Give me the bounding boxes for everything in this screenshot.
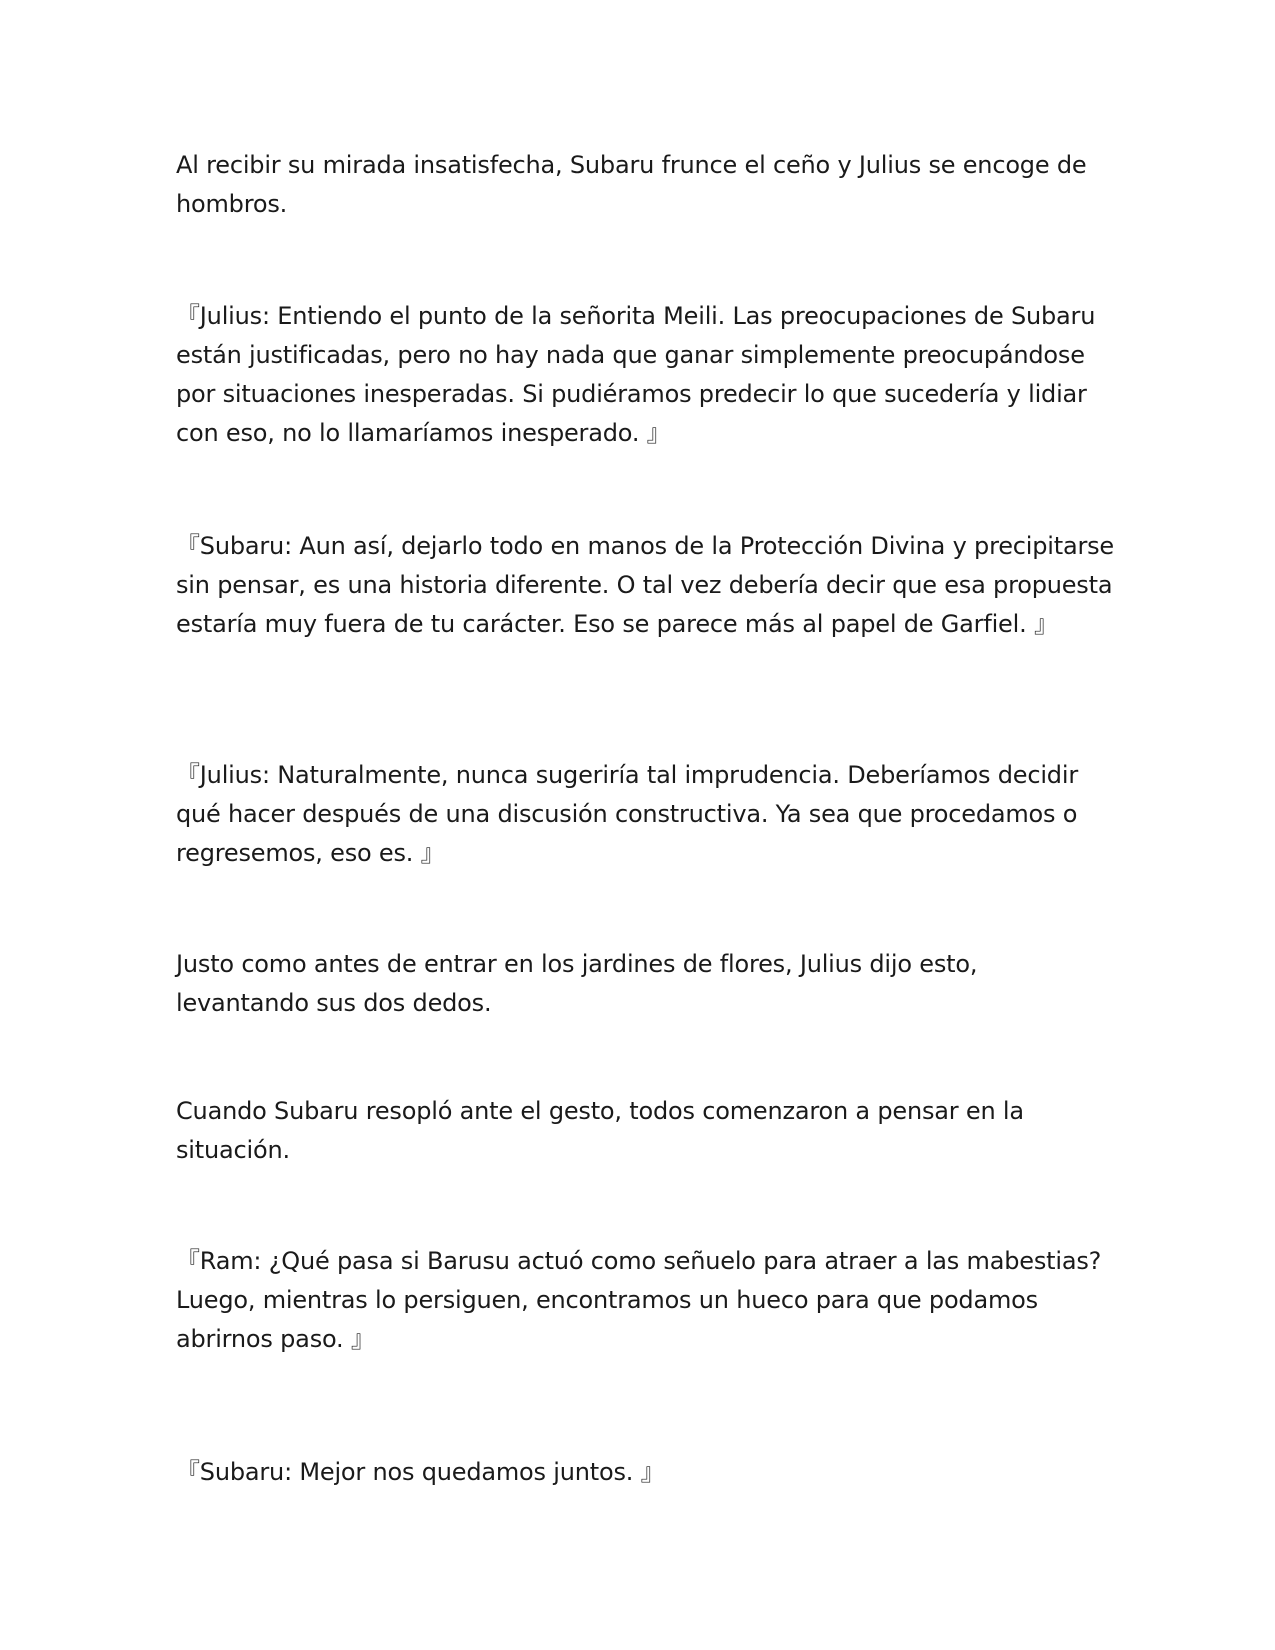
narration-paragraph: Cuando Subaru resopló ante el gesto, todos comenzaron a pensar en la situación.: [176, 1097, 1024, 1164]
dialogue-paragraph-julius: 『Julius: Entiendo el punto de la señorita Meili. Las preocupaciones de Subaru están justificadas, pero no hay nada que ganar simplemente preocupándose por situaciones inesperadas. Si pudiéramos predecir lo que sucedería y lidiar con eso, no lo llamaríamos inesperado. 』: [176, 302, 1096, 447]
dialogue-paragraph-subaru: 『Subaru: Aun así, dejarlo todo en manos de la Protección Divina y precipitarse sin pensar, es una historia diferente. O tal vez debería decir que esa propuesta estaría muy fuera de tu carácter. Eso se parece más al papel de Garfiel. 』: [176, 532, 1114, 638]
narration-paragraph: Justo como antes de entrar en los jardines de flores, Julius dijo esto, levantando sus dos dedos.: [176, 950, 978, 1017]
dialogue-paragraph-ram: 『Ram: ¿Qué pasa si Barusu actuó como señuelo para atraer a las mabestias? Luego, mientras lo persiguen, encontramos un hueco para que podamos abrirnos paso. 』: [176, 1247, 1102, 1353]
narration-paragraph: Al recibir su mirada insatisfecha, Subaru frunce el ceño y Julius se encoge de hombros.: [176, 151, 1087, 218]
dialogue-paragraph-julius: 『Julius: Naturalmente, nunca sugeriría tal imprudencia. Deberíamos decidir qué hacer después de una discusión constructiva. Ya sea que procedamos o regresemos, eso es. 』: [176, 761, 1078, 867]
dialogue-paragraph-subaru: 『Subaru: Mejor nos quedamos juntos. 』: [176, 1458, 665, 1486]
